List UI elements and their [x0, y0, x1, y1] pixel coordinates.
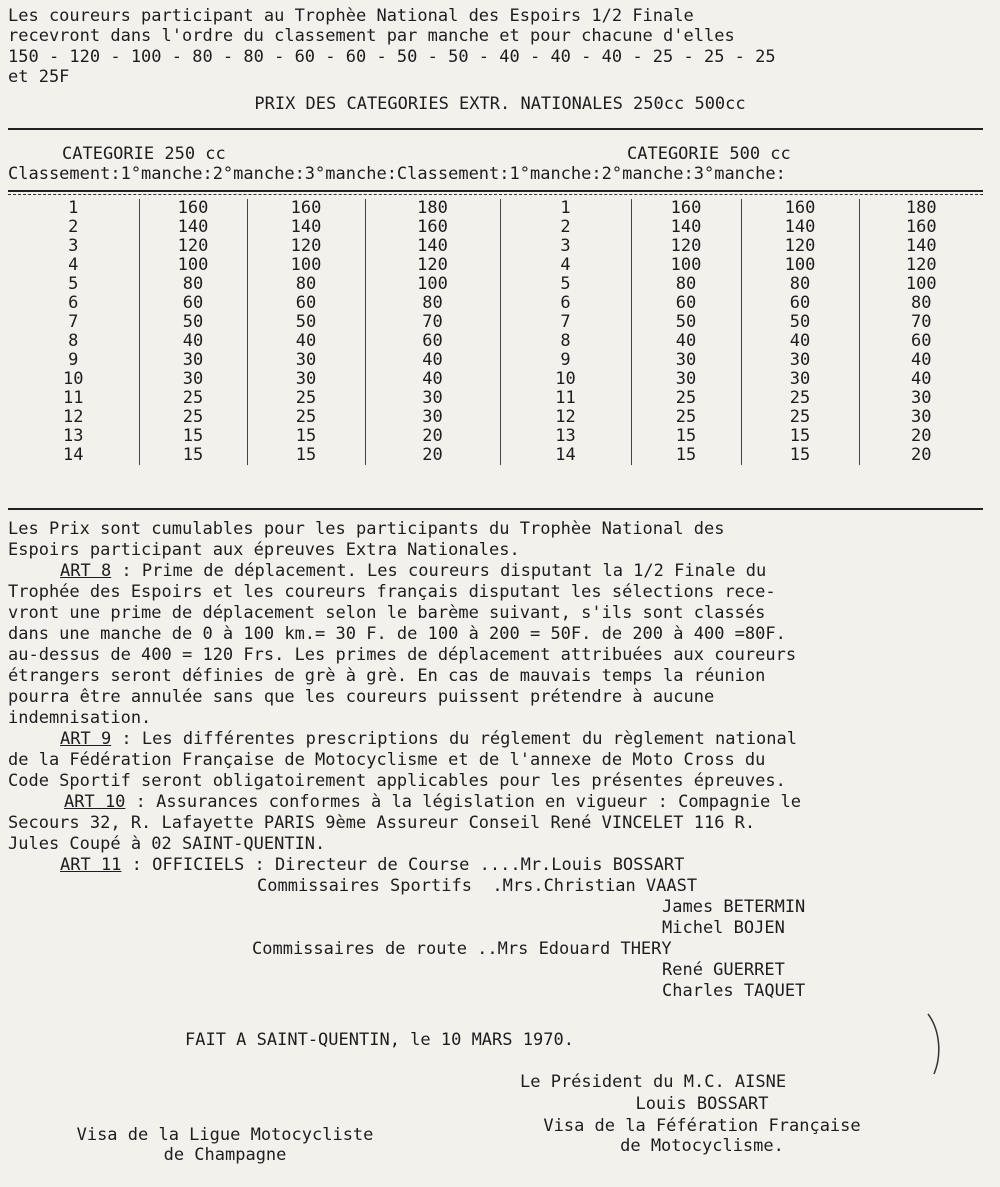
- table-cell: 30: [741, 370, 859, 389]
- visa-federation-line-1: Visa de la Féfération Française: [543, 1116, 861, 1136]
- table-cell: 100: [631, 256, 741, 275]
- table-cell: 60: [741, 294, 859, 313]
- table-cell: 140: [139, 218, 247, 237]
- table-cell: 80: [139, 275, 247, 294]
- table-cell: 30: [631, 370, 741, 389]
- table-cell: 7: [500, 313, 631, 332]
- art9-line-3: Code Sportif seront obligatoirement applicables pour les présentes épreuves.: [8, 771, 786, 791]
- table-cell: 4: [500, 256, 631, 275]
- table-cell: 30: [139, 370, 247, 389]
- table-cell: 20: [859, 446, 983, 465]
- table-cell: 120: [247, 237, 365, 256]
- table-cell: 9: [68, 350, 79, 370]
- table-cell: 15: [741, 446, 859, 465]
- table-cell: 20: [365, 446, 500, 465]
- table-cell: 140: [859, 237, 983, 256]
- visa-ligue-line-2: de Champagne: [163, 1145, 287, 1165]
- table-cell: 15: [139, 446, 247, 465]
- column-header-row: Classement:1°manche:2°manche:3°manche:Classement:1°manche:2°manche:3°manche:: [8, 164, 786, 184]
- table-cell: 100: [365, 275, 500, 294]
- table-cell: 20: [859, 427, 983, 446]
- art10-label: ART 10: [64, 792, 126, 812]
- art11-paragraph-start: [60, 855, 684, 875]
- table-top-rule: [8, 128, 983, 130]
- table-cell: 120: [139, 237, 247, 256]
- table-header-rule-2: [8, 194, 983, 195]
- table-cell: 15: [247, 427, 365, 446]
- table-cell: 12: [63, 407, 84, 427]
- table-cell: 20: [365, 427, 500, 446]
- table-cell: 1: [68, 198, 79, 218]
- visa-federation-line-2: de Motocyclisme.: [620, 1136, 784, 1156]
- table-cell: 6: [68, 293, 79, 313]
- table-cell: 60: [139, 294, 247, 313]
- table-cell: 40: [365, 351, 500, 370]
- table-header-rule: [8, 190, 983, 192]
- table-cell: 8: [68, 331, 79, 351]
- art8-paragraph-start: [60, 561, 766, 581]
- table-cell: 80: [365, 294, 500, 313]
- table-row: [8, 427, 983, 446]
- art9-paragraph-start: [60, 729, 797, 749]
- art9-line-1: : Les différentes prescriptions du réglement du règlement national: [111, 729, 797, 749]
- table-cell: 140: [741, 218, 859, 237]
- art11-line-1: : OFFICIELS : Directeur de Course ....Mr.Louis BOSSART: [121, 855, 685, 875]
- table-cell: 30: [859, 408, 983, 427]
- table-cell: 3: [68, 236, 79, 256]
- table-cell: 15: [631, 427, 741, 446]
- table-cell: 25: [741, 408, 859, 427]
- table-cell: 9: [500, 351, 631, 370]
- table-cell: 40: [631, 332, 741, 351]
- table-cell: 12: [500, 408, 631, 427]
- table-cell: 10: [500, 370, 631, 389]
- table-cell: 140: [631, 218, 741, 237]
- table-bottom-rule: [8, 508, 983, 510]
- art8-line-8: indemnisation.: [8, 708, 152, 728]
- table-cell: 25: [247, 408, 365, 427]
- table-cell: 120: [741, 237, 859, 256]
- table-cell: 180: [365, 199, 500, 218]
- table-cell: 30: [741, 351, 859, 370]
- signature-left-block: [60, 1125, 390, 1165]
- table-cell: 160: [365, 218, 500, 237]
- table-cell: 100: [247, 256, 365, 275]
- category-500-heading: CATEGORIE 500 cc: [627, 144, 791, 164]
- table-cell: 160: [859, 218, 983, 237]
- art11-line-4: Michel BOJEN: [662, 918, 785, 938]
- art11-line-2: Commissaires Sportifs .Mrs.Christian VAAST: [257, 876, 698, 896]
- table-cell: 100: [139, 256, 247, 275]
- art10-paragraph-start: [64, 792, 801, 812]
- table-cell: 60: [631, 294, 741, 313]
- table-cell: 30: [247, 370, 365, 389]
- table-cell: 14: [63, 445, 84, 465]
- table-cell: 50: [631, 313, 741, 332]
- table-cell: 25: [247, 389, 365, 408]
- table-cell: 4: [68, 255, 79, 275]
- art8-label: ART 8: [60, 561, 112, 581]
- table-cell: 25: [741, 389, 859, 408]
- prize-table: [8, 199, 983, 465]
- table-cell: 40: [247, 332, 365, 351]
- table-row: [8, 332, 983, 351]
- table-cell: 80: [631, 275, 741, 294]
- table-cell: 5: [68, 274, 79, 294]
- art11-line-3: James BETERMIN: [662, 897, 806, 917]
- table-cell: 8: [500, 332, 631, 351]
- cumul-line-2: Espoirs participant aux épreuves Extra Nationales.: [8, 540, 520, 560]
- table-cell: 40: [859, 351, 983, 370]
- table-cell: 1: [500, 199, 631, 218]
- art10-line-1: : Assurances conformes à la législation en vigueur : Compagnie le: [125, 792, 801, 812]
- table-cell: 7: [68, 312, 79, 332]
- intro-line-1: Les coureurs participant au Trophèe National des Espoirs 1/2 Finale: [8, 6, 694, 26]
- table-cell: 13: [500, 427, 631, 446]
- art9-line-2: de la Fédération Française de Motocyclisme et de l'annexe de Moto Cross du: [8, 750, 766, 770]
- table-cell: 120: [631, 237, 741, 256]
- table-cell: 10: [63, 369, 84, 389]
- table-cell: 15: [631, 446, 741, 465]
- art8-line-2: Trophée des Espoirs et les coureurs français disputant les sélections rece-: [8, 582, 776, 602]
- table-cell: 25: [139, 389, 247, 408]
- table-cell: 180: [859, 199, 983, 218]
- table-row: [8, 313, 983, 332]
- table-row: [8, 408, 983, 427]
- table-cell: 50: [139, 313, 247, 332]
- table-row: [8, 446, 983, 465]
- art8-line-3: vront une prime de déplacement selon le barème suivant, s'ils sont classés: [8, 603, 766, 623]
- table-cell: 80: [741, 275, 859, 294]
- art8-line-6: étrangers seront définies de grè à grè. En cas de mauvais temps la réunion: [8, 666, 766, 686]
- fait-line: FAIT A SAINT-QUENTIN, le 10 MARS 1970.: [185, 1030, 574, 1050]
- visa-ligue-line-1: Visa de la Ligue Motocycliste: [76, 1125, 374, 1145]
- table-row: [8, 199, 983, 218]
- table-cell: 60: [365, 332, 500, 351]
- table-cell: 15: [741, 427, 859, 446]
- table-cell: 80: [247, 275, 365, 294]
- intro-line-2: recevront dans l'ordre du classement par manche et pour chacune d'elles: [8, 26, 735, 46]
- table-cell: 160: [139, 199, 247, 218]
- art10-line-3: Jules Coupé à 02 SAINT-QUENTIN.: [8, 834, 326, 854]
- table-cell: 25: [631, 389, 741, 408]
- table-cell: 80: [859, 294, 983, 313]
- table-cell: 70: [859, 313, 983, 332]
- table-cell: 40: [139, 332, 247, 351]
- table-cell: 100: [859, 275, 983, 294]
- cumul-line-1: Les Prix sont cumulables pour les participants du Trophèe National des: [8, 519, 725, 539]
- table-cell: 11: [500, 389, 631, 408]
- table-cell: 50: [741, 313, 859, 332]
- table-cell: 160: [631, 199, 741, 218]
- table-cell: 2: [500, 218, 631, 237]
- art8-line-7: pourra être annulée sans que les coureurs puissent prétendre à aucune: [8, 687, 715, 707]
- intro-line-4: et 25F: [8, 67, 70, 87]
- table-row: [8, 294, 983, 313]
- table-cell: 6: [500, 294, 631, 313]
- table-cell: 40: [859, 370, 983, 389]
- table-cell: 140: [365, 237, 500, 256]
- table-cell: 60: [859, 332, 983, 351]
- table-cell: 14: [500, 446, 631, 465]
- art11-line-7: Charles TAQUET: [662, 981, 806, 1001]
- category-250-heading: CATEGORIE 250 cc: [62, 144, 226, 164]
- prize-title: PRIX DES CATEGORIES EXTR. NATIONALES 250cc 500cc: [254, 94, 746, 114]
- table-row: [8, 389, 983, 408]
- ink-mark: [920, 1010, 950, 1080]
- signature-right-block: [512, 1094, 892, 1156]
- table-cell: 11: [63, 388, 84, 408]
- table-cell: 5: [500, 275, 631, 294]
- table-cell: 120: [859, 256, 983, 275]
- art11-line-5: Commissaires de route ..Mrs Edouard THERY: [252, 939, 672, 959]
- table-cell: 100: [741, 256, 859, 275]
- table-cell: 40: [741, 332, 859, 351]
- table-cell: 120: [365, 256, 500, 275]
- table-cell: 30: [139, 351, 247, 370]
- table-cell: 15: [247, 446, 365, 465]
- art9-label: ART 9: [60, 729, 112, 749]
- table-cell: 25: [631, 408, 741, 427]
- table-cell: 160: [247, 199, 365, 218]
- table-row: [8, 275, 983, 294]
- table-row: [8, 256, 983, 275]
- table-row: [8, 370, 983, 389]
- table-cell: 30: [365, 408, 500, 427]
- table-row: [8, 237, 983, 256]
- table-cell: 2: [68, 217, 79, 237]
- art11-label: ART 11: [60, 855, 122, 875]
- table-cell: 160: [741, 199, 859, 218]
- art8-line-4: dans une manche de 0 à 100 km.= 30 F. de 100 à 200 = 50F. de 200 à 400 =80F.: [8, 624, 786, 644]
- table-cell: 13: [63, 426, 84, 446]
- table-cell: 40: [365, 370, 500, 389]
- table-cell: 15: [139, 427, 247, 446]
- table-cell: 3: [500, 237, 631, 256]
- art11-line-6: René GUERRET: [662, 960, 785, 980]
- table-cell: 30: [631, 351, 741, 370]
- intro-line-3: 150 - 120 - 100 - 80 - 80 - 60 - 60 - 50 - 50 - 40 - 40 - 40 - 25 - 25 - 25: [8, 47, 776, 67]
- table-cell: 70: [365, 313, 500, 332]
- table-row: [8, 351, 983, 370]
- table-cell: 30: [247, 351, 365, 370]
- table-cell: 25: [139, 408, 247, 427]
- table-cell: 50: [247, 313, 365, 332]
- president-line: Le Président du M.C. AISNE: [520, 1072, 787, 1092]
- art8-line-1: : Prime de déplacement. Les coureurs disputant la 1/2 Finale du: [111, 561, 767, 581]
- art10-line-2: Secours 32, R. Lafayette PARIS 9ème Assureur Conseil René VINCELET 116 R.: [8, 813, 756, 833]
- table-cell: 140: [247, 218, 365, 237]
- table-cell: 30: [365, 389, 500, 408]
- table-cell: 60: [247, 294, 365, 313]
- signatory-name: Louis BOSSART: [635, 1094, 769, 1114]
- table-cell: 30: [859, 389, 983, 408]
- table-row: [8, 218, 983, 237]
- art8-line-5: au-dessus de 400 = 120 Frs. Les primes de déplacement attribuées aux coureurs: [8, 645, 797, 665]
